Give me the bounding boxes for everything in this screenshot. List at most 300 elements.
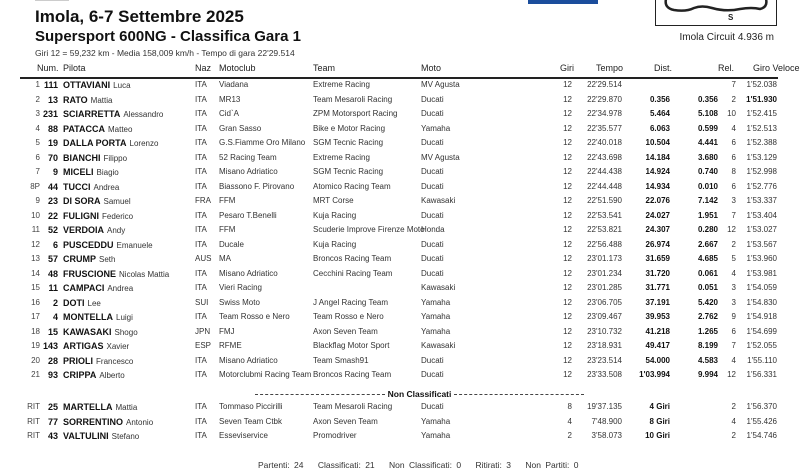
- rider-number: 52: [47, 225, 58, 235]
- result-row: [20, 431, 778, 446]
- rider-surname: OTTAVIANI: [63, 80, 111, 90]
- rider-name: [63, 124, 132, 134]
- best-lap-number: 10: [727, 109, 736, 118]
- team: Broncos Racing Team: [313, 254, 392, 263]
- motoclub: Motorclubmi Racing Team: [219, 370, 312, 379]
- nationality: ITA: [195, 416, 207, 426]
- motoclub: Misano Adriatico: [219, 167, 278, 176]
- best-lap-time: 1'53.404: [746, 210, 777, 220]
- result-row: [20, 124, 778, 139]
- nationality: ITA: [195, 355, 207, 365]
- rider-firstname: Alessandro: [123, 110, 164, 119]
- gap-leader: 14.934: [645, 181, 670, 191]
- gap-leader: 26.974: [645, 239, 670, 249]
- best-lap-number: 3: [731, 297, 736, 307]
- rider-name: [63, 196, 131, 206]
- motoclub: Swiss Moto: [219, 297, 260, 307]
- race-time: 23'33.508: [587, 370, 622, 379]
- col-motoclub: Motoclub: [219, 63, 256, 73]
- gap-previous: 0.356: [697, 94, 718, 104]
- position: 13: [31, 254, 40, 263]
- rider-surname: SORRENTINO: [63, 416, 124, 427]
- nationality: ITA: [195, 80, 207, 89]
- rider-number: 93: [47, 370, 58, 380]
- rider-firstname: Samuel: [103, 197, 131, 206]
- moto: Kawasaki: [421, 283, 456, 292]
- moto: Yamaha: [421, 431, 451, 440]
- rider-surname: MICELI: [63, 167, 94, 177]
- rider-name: [63, 138, 158, 148]
- position: 3: [35, 109, 40, 118]
- gap-leader: 49.417: [645, 341, 670, 350]
- rider-firstname: Filippo: [103, 153, 128, 163]
- moto: Kawasaki: [421, 196, 456, 205]
- rider-number: 43: [47, 431, 58, 441]
- classified-results: [20, 80, 778, 385]
- best-lap-number: 5: [731, 254, 736, 263]
- rider-name: [63, 182, 119, 192]
- team: Promodriver: [313, 431, 357, 440]
- race-time: 23'09.467: [587, 312, 622, 321]
- gap-leader: 31.659: [645, 254, 670, 263]
- team: Kuja Racing: [313, 239, 357, 249]
- gap-leader: 10.504: [645, 138, 670, 147]
- rider-name: [63, 80, 131, 90]
- motoclub: Vieri Racing: [219, 283, 262, 292]
- team: Team Smash91: [313, 355, 369, 365]
- position: 2: [35, 94, 40, 104]
- rider-name: [63, 341, 129, 351]
- gap-previous: 2.667: [697, 239, 718, 249]
- rider-number: 57: [47, 254, 58, 264]
- best-lap-time: 1'54.699: [746, 326, 777, 336]
- motoclub: FFM: [219, 225, 236, 234]
- gap-previous: 1.265: [697, 326, 718, 336]
- best-lap-time: 1'53.337: [746, 196, 777, 205]
- result-row: [20, 211, 778, 226]
- moto: Ducati: [421, 94, 444, 104]
- motoclub: Misano Adriatico: [219, 355, 278, 365]
- team: Bike e Motor Racing: [313, 123, 386, 133]
- col-giri: Giri: [560, 63, 574, 73]
- rider-firstname: Antonio: [126, 417, 154, 427]
- team: Kuja Racing: [313, 210, 357, 220]
- race-time: 3'58.073: [591, 431, 622, 440]
- rider-firstname: Seth: [99, 255, 116, 264]
- rider-firstname: Shogo: [114, 327, 138, 337]
- rider-firstname: Mattia: [115, 403, 138, 412]
- stat-ritirati: Ritirati: 3: [475, 460, 511, 470]
- gap-leader: 14.184: [645, 152, 670, 162]
- laps: 12: [563, 370, 572, 379]
- table-header: [20, 63, 800, 79]
- gap-previous: 4.583: [697, 355, 718, 365]
- motoclub: Ducale: [219, 239, 244, 249]
- best-lap-time: 1'52.998: [746, 167, 777, 176]
- best-lap-number: 4: [731, 268, 736, 278]
- position: 20: [31, 355, 40, 365]
- laps: 12: [563, 355, 572, 365]
- race-summary: Giri 12 = 59,232 km - Media 158,009 km/h - Tempo di gara 22'29.514: [35, 48, 295, 58]
- gap-leader: 41.218: [645, 326, 670, 336]
- nationality: ITA: [195, 268, 207, 278]
- position: 7: [35, 167, 40, 176]
- best-lap-number: 7: [731, 80, 736, 89]
- gap-previous: 2.762: [697, 312, 718, 321]
- team: Axon Seven Team: [313, 416, 378, 426]
- best-lap-number: 2: [731, 431, 736, 440]
- motoclub: FMJ: [219, 326, 235, 336]
- laps: 4: [567, 416, 572, 426]
- position: 6: [35, 152, 40, 162]
- stat-non-classificati: Non Classificati: 0: [389, 460, 462, 470]
- laps: 12: [563, 341, 572, 350]
- rider-surname: SCIARRETTA: [63, 109, 121, 119]
- moto: MV Agusta: [421, 152, 460, 162]
- result-row: [20, 402, 778, 417]
- race-time: 22'40.018: [587, 138, 622, 147]
- team: SGM Tecnic Racing: [313, 167, 384, 176]
- position: RIT: [27, 431, 40, 440]
- best-lap-number: 2: [731, 239, 736, 249]
- rider-firstname: Biagio: [96, 168, 119, 177]
- non-classified-label: Non Classificati: [387, 389, 452, 399]
- best-lap-number: 3: [731, 283, 736, 292]
- start-marker: S: [728, 13, 734, 22]
- best-lap-time: 1'53.960: [746, 254, 777, 263]
- nationality: ITA: [195, 152, 207, 162]
- position: 4: [35, 123, 40, 133]
- rider-number: 9: [52, 167, 58, 177]
- race-title: Supersport 600NG - Classifica Gara 1: [35, 28, 301, 45]
- event-title: Imola, 6-7 Settembre 2025: [35, 7, 244, 26]
- rider-surname: BIANCHI: [63, 152, 101, 163]
- rider-name: [63, 109, 163, 119]
- nationality: ITA: [195, 109, 207, 118]
- team: MRT Corse: [313, 196, 354, 205]
- col-naz: Naz: [195, 63, 212, 73]
- team: Atomico Racing Team: [313, 181, 391, 191]
- moto: Ducati: [421, 254, 444, 263]
- rider-firstname: Francesco: [96, 356, 134, 366]
- rider-number: 77: [47, 416, 58, 427]
- gap-leader: 22.076: [645, 196, 670, 205]
- nationality: ITA: [195, 402, 207, 411]
- gap-previous: 3.680: [697, 152, 718, 162]
- best-lap-time: 1'56.370: [746, 402, 777, 411]
- best-lap-number: 6: [731, 181, 736, 191]
- position: 15: [31, 283, 40, 292]
- gap-previous: 0.051: [697, 283, 718, 292]
- position: 19: [31, 341, 40, 350]
- stat-classificati: Classificati: 21: [317, 460, 375, 470]
- race-time: 22'44.438: [587, 167, 622, 176]
- nationality: ITA: [195, 431, 207, 440]
- rider-surname: CAMPACI: [63, 283, 105, 293]
- col-dist: Dist.: [654, 63, 672, 73]
- result-row: [20, 312, 778, 327]
- stat-non-partiti: Non Partiti: 0: [525, 460, 579, 470]
- best-lap-number: 3: [731, 196, 736, 205]
- rider-number: 143: [42, 341, 58, 351]
- rider-name: [63, 402, 137, 412]
- race-time: 22'44.448: [587, 181, 622, 191]
- motoclub: Team Rosso e Nero: [219, 312, 290, 321]
- gap-previous: 0.010: [697, 181, 718, 191]
- best-lap-time: 1'51.930: [746, 94, 777, 104]
- rider-surname: PATACCA: [63, 123, 105, 134]
- rider-number: 48: [47, 268, 58, 279]
- moto: Ducati: [421, 402, 444, 411]
- gap-previous: 0.740: [697, 167, 718, 176]
- position: 1: [35, 80, 40, 89]
- gap-leader: 5.464: [649, 109, 670, 118]
- nationality: JPN: [195, 326, 211, 336]
- team: Broncos Racing Team: [313, 370, 392, 379]
- rider-name: [63, 370, 125, 380]
- moto: Yamaha: [421, 312, 451, 321]
- race-time: 22'34.978: [587, 109, 622, 118]
- best-lap-number: 6: [731, 138, 736, 147]
- motoclub: Viadana: [219, 80, 249, 89]
- laps: 12: [563, 239, 572, 249]
- position: 17: [31, 312, 40, 321]
- nationality: ITA: [195, 210, 207, 220]
- rider-surname: KAWASAKI: [63, 326, 112, 337]
- gap-previous: 0.280: [697, 225, 718, 234]
- rider-surname: VERDOIA: [63, 225, 105, 235]
- best-lap-number: 12: [727, 225, 736, 234]
- col-giro-veloce: Giro Veloce: [753, 63, 800, 73]
- position: 11: [31, 225, 40, 234]
- gap-leader: 8 Giri: [649, 416, 670, 426]
- circuit-map: [655, 0, 777, 26]
- moto: Ducati: [421, 268, 444, 278]
- result-row: [20, 327, 778, 342]
- rider-firstname: Luigi: [116, 313, 133, 322]
- rider-surname: FRUSCIONE: [63, 268, 117, 279]
- team: SGM Tecnic Racing: [313, 138, 384, 147]
- nationality: ITA: [195, 138, 207, 147]
- laps: 12: [563, 326, 572, 336]
- laps: 12: [563, 167, 572, 176]
- best-lap-number: 2: [731, 402, 736, 411]
- rider-firstname: Federico: [102, 211, 134, 221]
- rider-number: 6: [52, 239, 58, 250]
- laps: 12: [563, 312, 572, 321]
- laps: 12: [563, 123, 572, 133]
- motoclub: FFM: [219, 196, 236, 205]
- rider-firstname: Xavier: [106, 342, 130, 351]
- nationality: ITA: [195, 312, 207, 321]
- motoclub: MA: [219, 254, 231, 263]
- rider-firstname: Mattia: [90, 95, 113, 105]
- rider-number: 11: [48, 283, 58, 293]
- best-lap-number: 7: [731, 341, 736, 350]
- position: RIT: [27, 416, 40, 426]
- rider-name: [63, 225, 125, 235]
- best-lap-number: 9: [731, 312, 736, 321]
- nationality: ITA: [195, 225, 207, 234]
- motoclub: Biassono F. Pirovano: [219, 181, 295, 191]
- best-lap-time: 1'54.059: [746, 283, 777, 292]
- rider-name: [63, 211, 133, 221]
- rider-number: 88: [47, 123, 58, 134]
- best-lap-number: 6: [731, 152, 736, 162]
- gap-leader: 39.953: [645, 312, 670, 321]
- gap-previous: 0.061: [697, 268, 718, 278]
- result-row: [20, 80, 778, 95]
- gap-previous: 8.199: [697, 341, 718, 350]
- laps: 12: [563, 94, 572, 104]
- moto: Yamaha: [421, 416, 451, 426]
- nationality: ITA: [195, 167, 207, 176]
- best-lap-time: 1'52.388: [746, 138, 777, 147]
- separator-line: [255, 394, 385, 395]
- position: 8P: [30, 181, 40, 191]
- team: Extreme Racing: [313, 80, 370, 89]
- rider-firstname: Andrea: [93, 182, 120, 192]
- footer-stats: [258, 460, 589, 470]
- rider-firstname: Matteo: [108, 124, 133, 134]
- rider-number: 111: [43, 80, 58, 90]
- rider-number: 13: [47, 94, 58, 105]
- rider-firstname: Luca: [113, 81, 131, 90]
- motoclub: Seven Team Ctbk: [219, 416, 282, 426]
- nationality: ITA: [195, 94, 207, 104]
- rider-surname: PRIOLI: [63, 355, 94, 366]
- col-tempo: Tempo: [596, 63, 624, 73]
- gap-leader: 6.063: [649, 123, 670, 133]
- gap-leader: 4 Giri: [649, 402, 670, 411]
- nationality: ESP: [195, 341, 212, 350]
- laps: 12: [563, 254, 572, 263]
- gap-leader: 0.356: [649, 94, 670, 104]
- moto: Ducati: [421, 355, 444, 365]
- motoclub: RFME: [219, 341, 242, 350]
- gap-leader: 31.771: [645, 283, 670, 292]
- rider-firstname: Emanuele: [116, 240, 153, 250]
- rider-name: [63, 167, 119, 177]
- moto: Kawasaki: [421, 341, 456, 350]
- result-row: [20, 167, 778, 182]
- motoclub: G.S.Fiamme Oro Milano: [219, 138, 306, 147]
- best-lap-number: 8: [731, 167, 736, 176]
- rider-surname: CRUMP: [63, 254, 96, 264]
- separator-line: [454, 394, 584, 395]
- rider-surname: TUCCI: [63, 181, 91, 192]
- motoclub: Tommaso Piccirilli: [219, 402, 283, 411]
- team: ZPM Motorsport Racing: [313, 109, 398, 118]
- best-lap-time: 1'53.981: [746, 268, 777, 278]
- rider-firstname: Andy: [107, 226, 126, 235]
- rider-number: 2: [52, 297, 58, 308]
- gap-previous: 4.685: [697, 254, 718, 263]
- gap-leader: 24.027: [645, 210, 670, 220]
- rider-firstname: Stefano: [111, 432, 140, 441]
- nationality: FRA: [195, 196, 211, 205]
- position: 14: [31, 268, 40, 278]
- motoclub: 52 Racing Team: [219, 152, 277, 162]
- col-rel: Rel.: [718, 63, 735, 73]
- motoclub: Pesaro T.Benelli: [219, 210, 277, 220]
- team: Scuderie Improve Firenze Moto: [313, 225, 425, 234]
- gap-previous: 5.108: [697, 109, 718, 118]
- rider-firstname: Alberto: [99, 371, 125, 380]
- top-divider: [35, 0, 69, 1]
- race-time: 23'23.514: [587, 355, 622, 365]
- best-lap-number: 4: [731, 123, 736, 133]
- race-time: 22'29.514: [587, 80, 622, 89]
- best-lap-time: 1'55.110: [747, 355, 777, 365]
- race-time: 23'18.931: [587, 341, 622, 350]
- laps: 2: [567, 431, 572, 440]
- result-row: [20, 298, 778, 313]
- col-pilota: Pilota: [63, 63, 86, 73]
- gap-leader: 10 Giri: [645, 431, 670, 440]
- result-row: [20, 225, 778, 240]
- nationality: ITA: [195, 370, 207, 379]
- best-lap-time: 1'56.331: [746, 370, 777, 379]
- rider-number: 70: [47, 152, 58, 163]
- team: Cecchini Racing Team: [313, 268, 393, 278]
- moto: Yamaha: [421, 123, 451, 133]
- best-lap-number: 7: [731, 210, 736, 220]
- race-time: 23'01.285: [587, 283, 622, 292]
- rider-name: [63, 356, 133, 366]
- rider-name: [63, 95, 112, 105]
- race-time: 19'37.135: [587, 402, 622, 411]
- best-lap-time: 1'54.746: [746, 431, 777, 440]
- motoclub: MR13: [219, 94, 241, 104]
- result-row: [20, 283, 778, 298]
- rider-number: 19: [47, 138, 58, 148]
- best-lap-time: 1'52.776: [746, 181, 777, 191]
- best-lap-number: 6: [731, 326, 736, 336]
- best-lap-time: 1'53.129: [746, 152, 777, 162]
- laps: 12: [563, 210, 572, 220]
- team: Team Mesaroli Racing: [313, 402, 393, 411]
- result-row: [20, 138, 778, 153]
- moto: MV Agusta: [421, 80, 460, 89]
- rider-name: [63, 431, 139, 441]
- rider-name: [63, 417, 153, 427]
- stat-partenti: Partenti: 24: [258, 460, 304, 470]
- position: 18: [31, 326, 40, 336]
- position: 16: [31, 297, 40, 307]
- rider-name: [63, 240, 153, 250]
- col-team: Team: [313, 63, 336, 73]
- laps: 12: [563, 268, 572, 278]
- gap-leader: 1'03.994: [639, 370, 670, 379]
- best-lap-time: 1'55.426: [746, 416, 777, 426]
- laps: 12: [563, 181, 572, 191]
- gap-previous: 0.599: [697, 123, 718, 133]
- moto: Ducati: [421, 181, 444, 191]
- result-row: [20, 109, 778, 124]
- gap-previous: 4.441: [697, 138, 718, 147]
- result-row: [20, 356, 778, 371]
- laps: 8: [567, 402, 572, 411]
- non-classified-results: [20, 402, 778, 446]
- motoclub: Cid`A: [219, 109, 240, 118]
- race-time: 22'53.541: [587, 210, 622, 220]
- rider-surname: DOTI: [63, 297, 85, 308]
- rider-number: 25: [47, 402, 58, 412]
- circuit-length: Imola Circuit 4.936 m: [679, 32, 774, 43]
- rider-number: 22: [47, 210, 58, 221]
- best-lap-time: 1'54.830: [746, 297, 777, 307]
